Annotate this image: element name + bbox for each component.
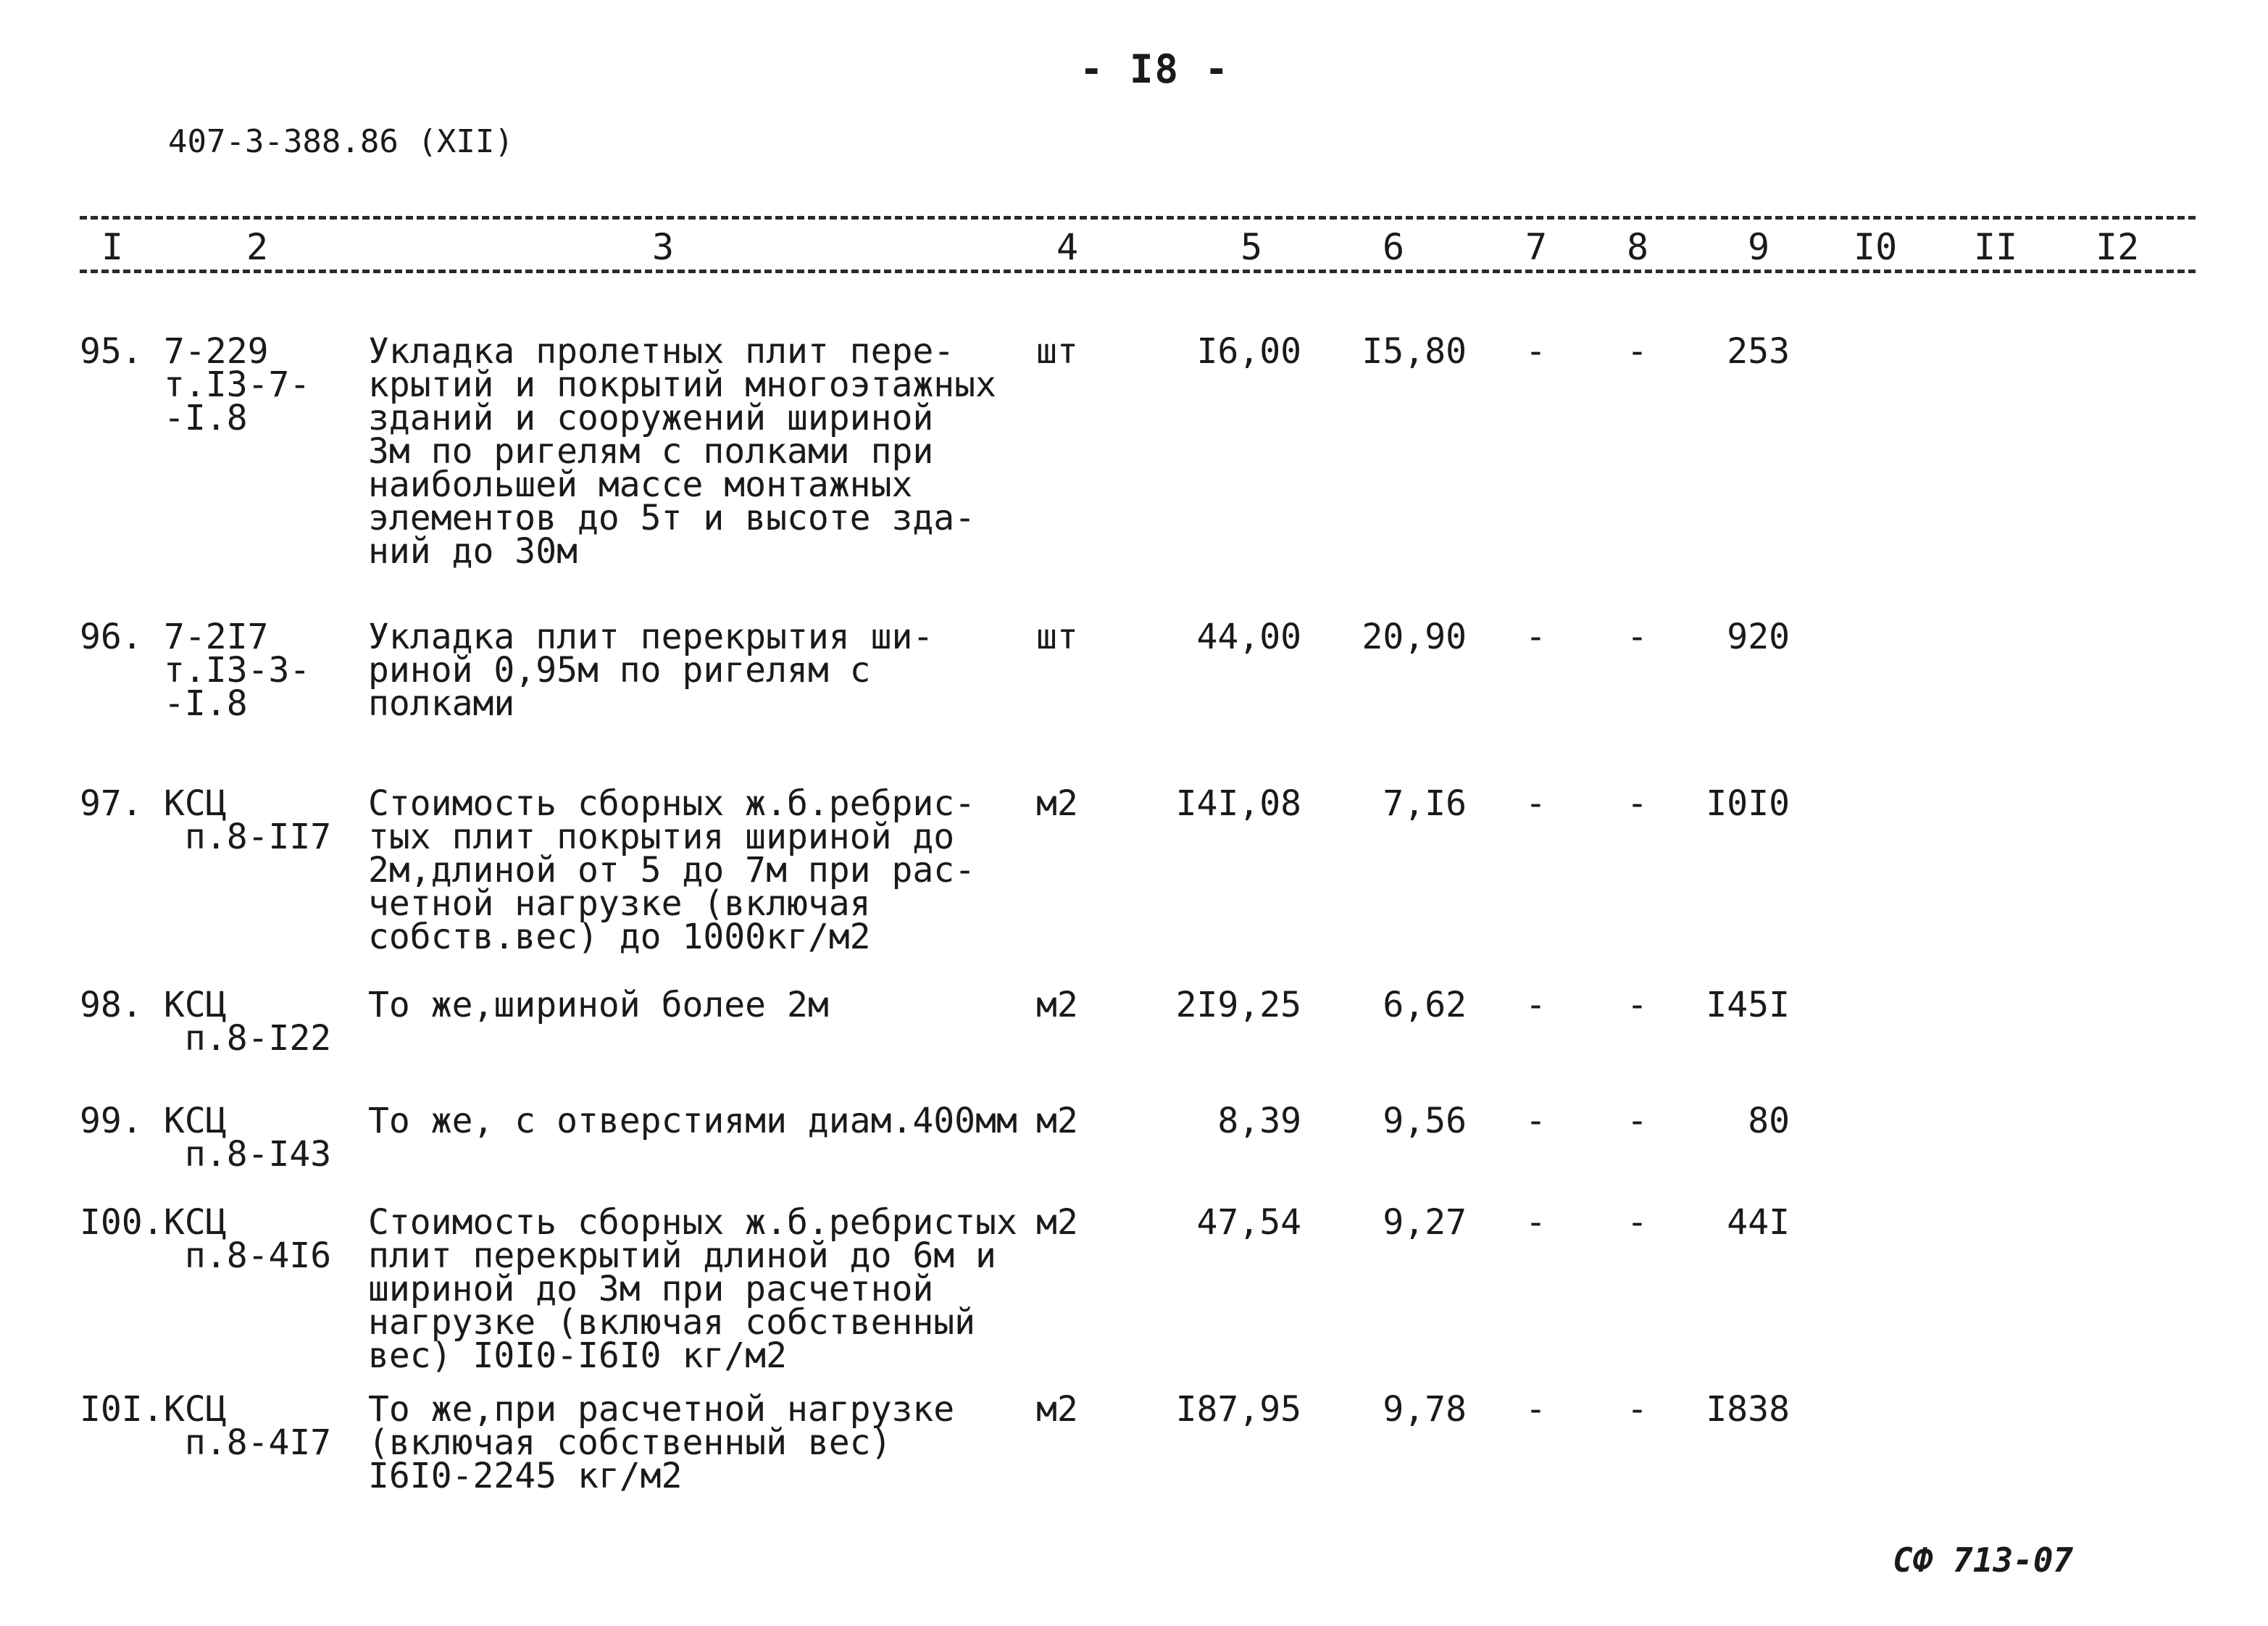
row-col5: 8,39 [1217, 1101, 1301, 1141]
col-header-3: 3 [652, 226, 675, 268]
row-number: 95. [80, 331, 143, 372]
row-description: Стоимость сборных ж.б.ребристых плит перекрытий длиной до 6м и шириной до 3м при расчетной нагрузке (включая собственный вес) I0I0-I6I0 кг/м2 [368, 1202, 1017, 1376]
row-number: 98. [80, 985, 143, 1025]
row-number: I0I. [80, 1389, 164, 1430]
row-col9: 80 [1748, 1101, 1790, 1141]
col-header-12: I2 [2096, 226, 2140, 268]
row-code: КСЦ п.8-4I6 [164, 1202, 332, 1276]
row-col6: I5,80 [1362, 331, 1467, 372]
row-col9: 44I [1727, 1202, 1790, 1243]
row-description: То же,при расчетной нагрузке (включая собственный вес) I6I0-2245 кг/м2 [368, 1389, 955, 1496]
row-description: Укладка плит перекрытия ши- риной 0,95м по ригелям с полками [368, 617, 934, 724]
row-number: 97. [80, 783, 143, 824]
col-header-9: 9 [1748, 226, 1770, 268]
row-col7: - [1525, 1389, 1546, 1430]
row-col6: 9,78 [1383, 1389, 1467, 1430]
table-header-rule-top [80, 216, 2196, 220]
row-description: Стоимость сборных ж.б.ребрис- тых плит покрытия шириной до 2м,длиной от 5 до 7м при рас- четной нагрузке (включая собств.вес) до 1000кг/м2 [368, 783, 976, 957]
row-col5: I4I,08 [1175, 783, 1301, 824]
row-col6: 9,27 [1383, 1202, 1467, 1243]
table-header-rule-bottom [80, 270, 2196, 273]
row-col8: - [1627, 1389, 1648, 1430]
row-description: Укладка пролетных плит пере- крытий и покрытий многоэтажных зданий и сооружений шириной 3м по ригелям с полками при наибольшей массе монтажных элементов до 5т и высоте зда- ний до 30м [368, 331, 996, 572]
row-code: КСЦ п.8-4I7 [164, 1389, 332, 1463]
col-header-4: 4 [1056, 226, 1079, 268]
row-col7: - [1525, 985, 1546, 1025]
row-number: 96. [80, 617, 143, 657]
row-unit: м2 [1036, 1101, 1078, 1141]
row-unit: м2 [1036, 985, 1078, 1025]
page-number: - I8 - [1080, 46, 1230, 92]
row-col7: - [1525, 617, 1546, 657]
row-code: 7-2I7 т.I3-3- -I.8 [164, 617, 311, 724]
row-description: То же,шириной более 2м [368, 985, 829, 1025]
row-col9: 253 [1727, 331, 1790, 372]
col-header-1: I [101, 226, 124, 268]
row-col8: - [1627, 617, 1648, 657]
row-col9: 920 [1727, 617, 1790, 657]
row-unit: шт [1036, 617, 1078, 657]
row-col6: 7,I6 [1383, 783, 1467, 824]
col-header-6: 6 [1383, 226, 1405, 268]
row-col8: - [1627, 1101, 1648, 1141]
row-code: КСЦ п.8-II7 [164, 783, 332, 857]
row-col6: 6,62 [1383, 985, 1467, 1025]
col-header-7: 7 [1525, 226, 1548, 268]
row-col5: I87,95 [1175, 1389, 1301, 1430]
row-code: 7-229 т.I3-7- -I.8 [164, 331, 311, 438]
row-col7: - [1525, 783, 1546, 824]
row-col9: I838 [1706, 1389, 1790, 1430]
row-number: I00. [80, 1202, 164, 1243]
col-header-8: 8 [1627, 226, 1649, 268]
row-col5: 2I9,25 [1175, 985, 1301, 1025]
row-col5: I6,00 [1196, 331, 1301, 372]
row-code: КСЦ п.8-I22 [164, 985, 332, 1059]
row-code: КСЦ п.8-I43 [164, 1101, 332, 1175]
row-col8: - [1627, 985, 1648, 1025]
row-col5: 47,54 [1196, 1202, 1301, 1243]
row-col7: - [1525, 1101, 1546, 1141]
col-header-11: II [1974, 226, 2018, 268]
row-col6: 20,90 [1362, 617, 1467, 657]
row-unit: шт [1036, 331, 1078, 372]
row-col5: 44,00 [1196, 617, 1301, 657]
document-stamp: СФ 713-07 [1893, 1540, 2074, 1580]
row-col8: - [1627, 783, 1648, 824]
row-col9: I45I [1706, 985, 1790, 1025]
row-unit: м2 [1036, 1202, 1078, 1243]
row-number: 99. [80, 1101, 143, 1141]
col-header-10: I0 [1854, 226, 1898, 268]
col-header-5: 5 [1241, 226, 1263, 268]
row-col9: I0I0 [1706, 783, 1790, 824]
document-code: 407-3-388.86 (XII) [168, 123, 514, 160]
row-col8: - [1627, 1202, 1648, 1243]
col-header-2: 2 [246, 226, 269, 268]
row-col7: - [1525, 1202, 1546, 1243]
row-unit: м2 [1036, 783, 1078, 824]
row-col8: - [1627, 331, 1648, 372]
row-description: То же, с отверстиями диам.400мм [368, 1101, 1017, 1141]
row-col6: 9,56 [1383, 1101, 1467, 1141]
row-col7: - [1525, 331, 1546, 372]
row-unit: м2 [1036, 1389, 1078, 1430]
